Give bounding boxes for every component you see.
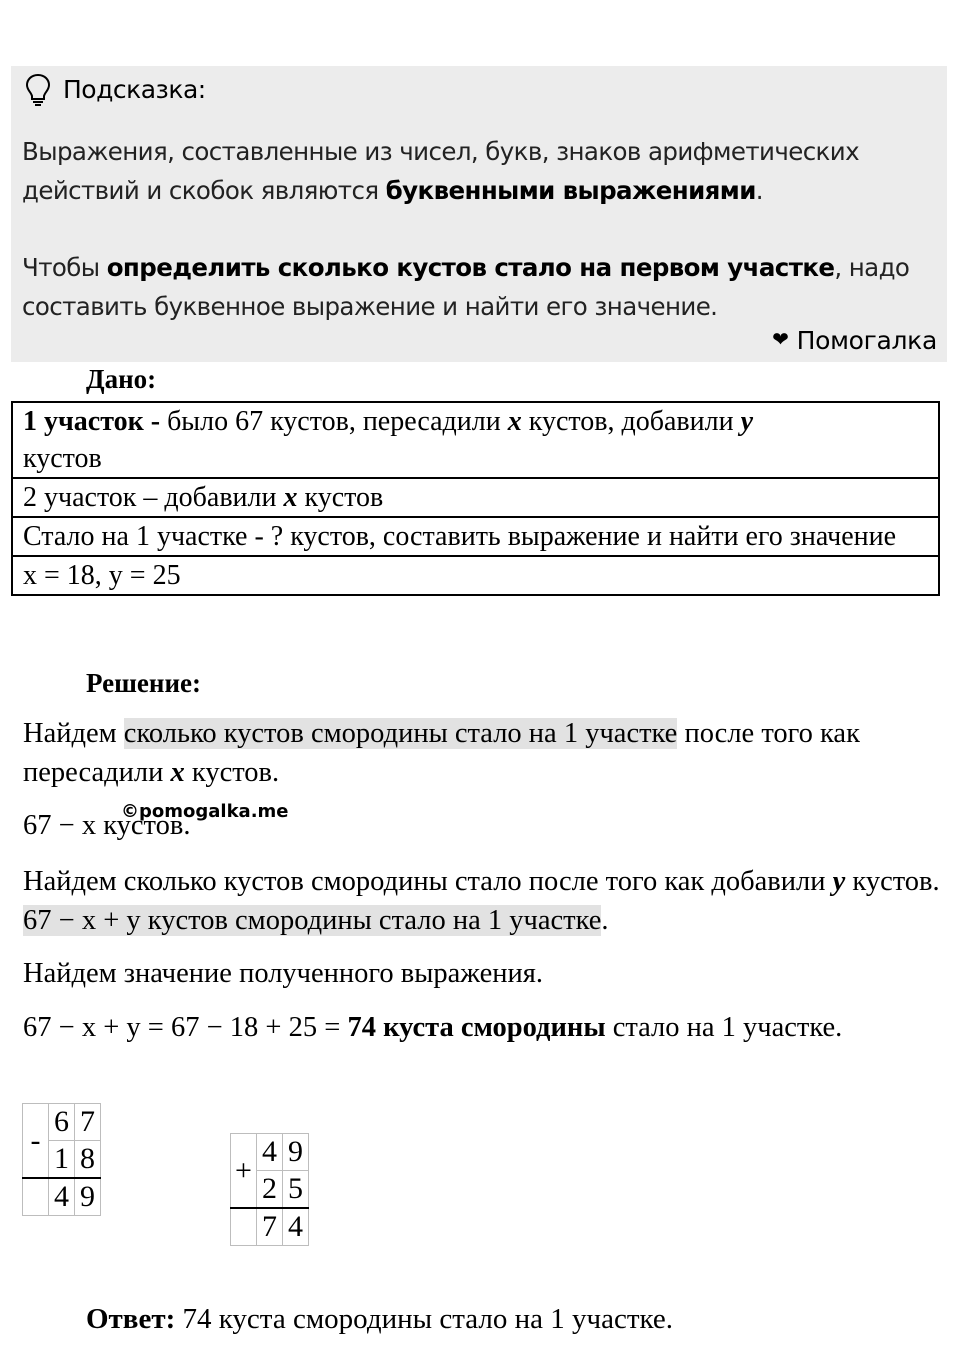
lightbulb-icon: [23, 72, 53, 108]
given-row: 1 участок - было 67 кустов, пересадили x кустов, добавили y кустов: [12, 402, 939, 478]
solution-line-1: Найдем сколько кустов смородины стало на 1 участке после того как пересадили x кустов.: [23, 718, 860, 788]
solution-line-3: Найдем сколько кустов смородины стало после того как добавили y кустов. 67 − x + y кустов смородины стало на 1 участке.: [23, 866, 940, 936]
given-row: x = 18, y = 25: [12, 556, 939, 595]
given-heading: Дано:: [86, 364, 157, 394]
hint-title: Подсказка:: [63, 75, 206, 104]
addition-column: + 4 9 2 5 7 4: [230, 1133, 309, 1246]
given-row: 2 участок – добавили x кустов: [12, 478, 939, 517]
watermark: ©pomogalka.me: [121, 801, 289, 822]
hint-paragraph-1: Выражения, составленные из чисел, букв, знаков арифметических действий и скобок являются буквенными выражениями.: [22, 137, 859, 205]
given-table: [11, 401, 940, 596]
hint-paragraph-2: Чтобы определить сколько кустов стало на первом участке, надо составить буквенное выражение и найти его значение.: [22, 253, 910, 321]
subtraction-column: - 6 7 1 8 4 9: [22, 1103, 101, 1216]
hint-box: [11, 66, 947, 362]
given-row: Стало на 1 участке - ? кустов, составить выражение и найти его значение: [12, 517, 939, 556]
brand-label: ❤ Помогалка: [772, 326, 937, 355]
solution-line-4: Найдем значение полученного выражения.: [23, 958, 543, 989]
solution-line-5: 67 − x + y = 67 − 18 + 25 = 74 куста смородины стало на 1 участке.: [23, 1012, 843, 1043]
solution-heading: Решение:: [86, 668, 201, 698]
answer-line: Ответ: 74 куста смородины стало на 1 участке.: [86, 1303, 673, 1335]
solution-line-2: 67 − x кустов.: [23, 810, 191, 841]
heart-icon: ❤: [772, 327, 789, 351]
